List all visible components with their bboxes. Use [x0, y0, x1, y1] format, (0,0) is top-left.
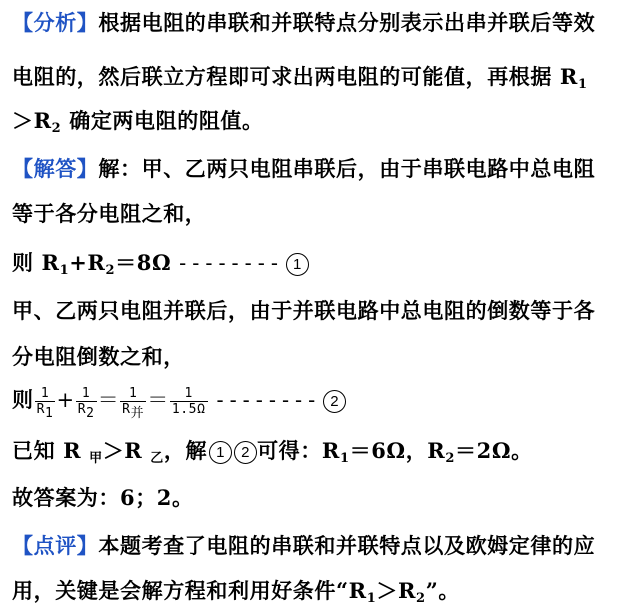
analysis-text-2: 电阻的，然后联立方程即可求出两电阻的可能值，再根据 R: [12, 64, 578, 89]
analysis-line-1: [12, 8, 595, 38]
circled-number-2: 2: [323, 390, 346, 413]
analysis-text-1: 根据电阻的串联和并联特点分别表示出串并联后等效: [98, 10, 596, 35]
circled-number-1: 1: [286, 253, 309, 276]
fraction-4: [170, 386, 208, 417]
fraction-3-denominator: [120, 402, 146, 421]
analysis-sub-r1: 1: [577, 77, 588, 92]
answer-line-4: [12, 342, 185, 372]
eq2-equals-a: ＝: [97, 388, 120, 412]
fraction-1-denominator: [35, 402, 56, 421]
analysis-line-3: [12, 106, 264, 136]
review-sub-2: 2: [416, 591, 426, 606]
review-text-1: 本题考查了电阻的串联和并联特点以及欧姆定律的应: [98, 533, 596, 558]
fraction-2-den-sub: 2: [86, 406, 95, 421]
eq1-mid: +R: [69, 250, 106, 275]
fraction-1-den-r: R: [36, 402, 46, 417]
fraction-2-denominator: [76, 402, 97, 421]
l5-sub-a: 甲: [89, 451, 103, 466]
eq1-prefix: 则 R: [12, 250, 60, 275]
fraction-4-denominator: 1.5Ω: [171, 402, 206, 417]
eq1-rest: ＝8Ω: [115, 250, 172, 275]
l5-sub-d: 2: [445, 451, 456, 466]
answer-text-1: 解：甲、乙两只电阻串联后，由于串联电路中总电阻: [98, 156, 596, 181]
l5-sub-c: 1: [339, 451, 350, 466]
review-text-2a: 用，关键是会解方程和利用好条件“R: [12, 578, 367, 603]
analysis-tag: 【分析】: [12, 10, 99, 35]
analysis-text-3b: 确定两电阻的阻值。: [61, 108, 264, 133]
fraction-3-den-sub: 并: [130, 406, 145, 421]
eq2-prefix: 则: [12, 387, 34, 412]
answer-text-4: 分电阻倒数之和，: [12, 344, 185, 369]
analysis-line-2: [12, 62, 588, 92]
analysis-text-3a: ＞R: [12, 108, 52, 133]
l5-p2: ＞R: [102, 438, 151, 463]
answer-line-6: [12, 483, 194, 513]
answer-text-3: 甲、乙两只电阻并联后，由于并联电路中总电阻的倒数等于各: [12, 298, 596, 323]
eq2-plus: +: [56, 388, 75, 412]
l5-p5: ＝6Ω，R: [349, 438, 446, 463]
fraction-3-numerator: 1: [120, 386, 146, 402]
answer-line-1: [12, 154, 595, 184]
review-tag: 【点评】: [12, 533, 99, 558]
l5-sub-b: 乙: [150, 451, 164, 466]
review-line-1: [12, 531, 595, 561]
review-sub-1: 1: [366, 591, 377, 606]
eq1-sub2: 2: [105, 263, 116, 278]
l5-p6: ＝2Ω。: [455, 438, 533, 463]
answer-line-3: [12, 296, 595, 326]
review-line-2: [12, 576, 460, 606]
fraction-3-den-r: R: [122, 402, 131, 417]
answer-line-5: [12, 436, 533, 466]
fraction-2: [76, 386, 97, 421]
review-text-2c: ”。: [425, 578, 460, 603]
l5-p3: ，解: [163, 438, 208, 463]
fraction-1: [35, 386, 56, 421]
answer-line-2: [12, 199, 206, 229]
answer-text-2: 等于各分电阻之和，: [12, 201, 207, 226]
equation-2: [12, 382, 346, 421]
l5-p4: 可得：R: [257, 438, 340, 463]
circled-number-1-ref: 1: [209, 441, 232, 464]
eq2-dashes: --------: [216, 388, 322, 412]
fraction-2-numerator: 1: [76, 386, 97, 402]
equation-1: [12, 248, 309, 278]
fraction-2-den-r: R: [77, 402, 87, 417]
eq1-sub1: 1: [59, 263, 70, 278]
review-text-2b: ＞R: [376, 578, 417, 603]
fraction-1-numerator: 1: [35, 386, 56, 402]
eq2-equals-b: ＝: [147, 388, 169, 412]
analysis-sub-r2: 2: [51, 121, 62, 136]
fraction-4-numerator: 1: [170, 386, 208, 402]
fraction-1-den-sub: 1: [45, 406, 54, 421]
fraction-3: [120, 386, 146, 421]
l5-p1: 已知 R: [12, 438, 90, 463]
circled-number-2-ref: 2: [234, 441, 257, 464]
answer-tag: 【解答】: [12, 156, 99, 181]
answer-text-6: 故答案为：6；2。: [12, 485, 194, 510]
eq1-dashes: --------: [179, 251, 284, 275]
